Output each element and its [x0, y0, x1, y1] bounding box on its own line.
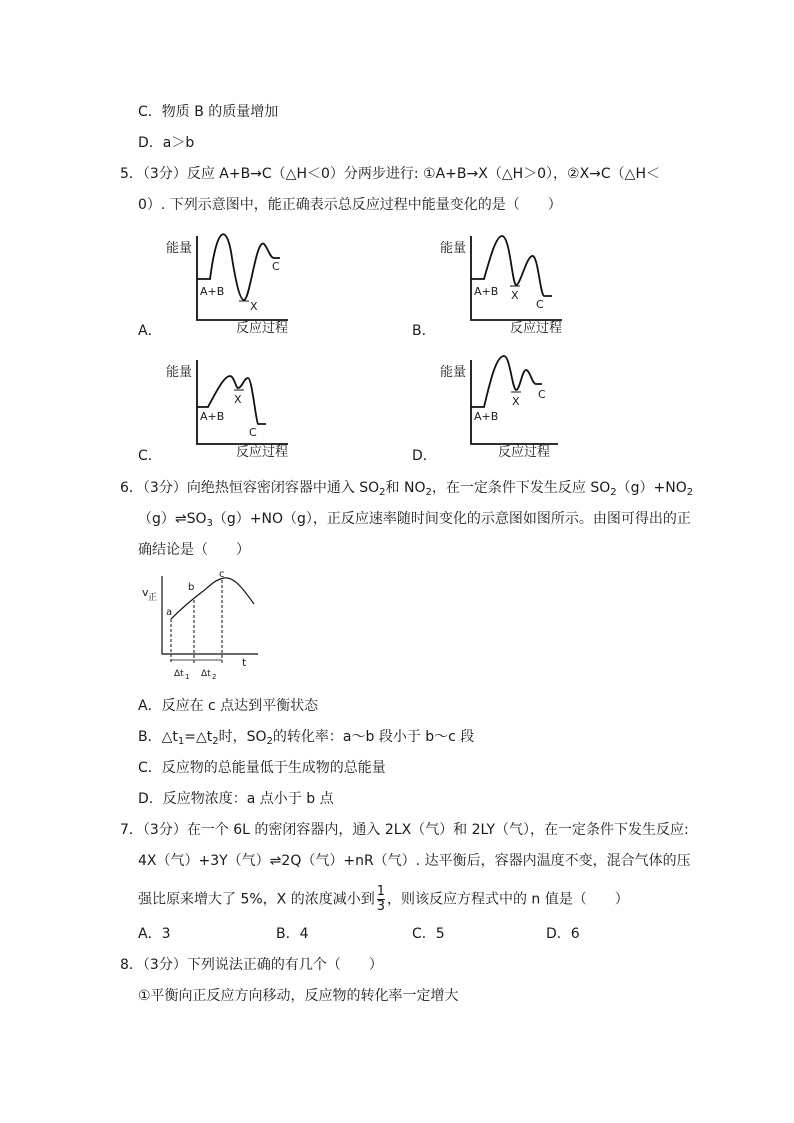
- q7-option-c: C．5: [412, 926, 445, 942]
- q6-stem-line3: 确结论是（ ）: [138, 542, 250, 558]
- xlabel: 反应过程: [236, 445, 289, 460]
- label-x: X: [250, 300, 258, 313]
- label-c: C: [249, 426, 257, 439]
- x-axis-label-t: t: [242, 656, 247, 669]
- y-axis-label-v: v: [142, 586, 149, 599]
- axes: [162, 576, 258, 654]
- q5-diagram-d: [434, 352, 574, 464]
- prev-option-d: D．a＞b: [138, 135, 195, 151]
- q6-stem-line2: $(g)\rightleftharpoons SO_3(g)+NO(g)$，正反应速率随时间变化的示意图如图所示。由图可得出的正: [138, 511, 691, 529]
- q5-diagram-a: [160, 228, 300, 340]
- xlabel: 反应过程: [236, 321, 289, 336]
- q5-option-d: D．: [412, 448, 437, 464]
- q5-option-b: B．: [412, 323, 436, 339]
- q5-option-a: A．: [138, 323, 162, 339]
- q8-item-1: ①平衡向正反应方向移动，反应物的转化率一定增大: [138, 988, 459, 1004]
- q6-option-c: C．反应物的总能量低于生成物的总能量: [138, 760, 386, 776]
- q6-option-b: B．$\triangle t_1=\triangle t_2$时，$SO_2$的转化率：a～b 段小于 b～c 段: [138, 729, 475, 747]
- dt1-sub: 1: [185, 673, 190, 681]
- q7-stem-line1: 7．（3分）在一个 6L 的密闭容器内，通入 2LX（气）和 2LY（气），在一定条件下发生反应:: [120, 822, 689, 838]
- label-ab: A+B: [200, 410, 225, 423]
- q6-rate-graph: [138, 568, 268, 683]
- ylabel: 能量: [440, 365, 467, 380]
- xlabel: 反应过程: [498, 445, 551, 460]
- q6-option-a: A．反应在 c 点达到平衡状态: [138, 698, 319, 714]
- y-axis-label-zheng: 正: [148, 593, 158, 603]
- q7-option-a: A．3: [138, 926, 171, 942]
- q5-stem-line2: 0）. 下列示意图中，能正确表示总反应过程中能量变化的是（ ）: [138, 197, 562, 213]
- q7-option-d: D．6: [546, 926, 580, 942]
- label-x: X: [234, 393, 242, 406]
- q6-option-d: D．反应物浓度：a 点小于 b 点: [138, 791, 334, 807]
- q8-stem: 8．（3分）下列说法正确的有几个（ ）: [120, 957, 383, 973]
- point-a: a: [166, 607, 173, 618]
- energy-curve: [471, 356, 542, 407]
- dt2-sub: 2: [212, 673, 217, 681]
- ylabel: 能量: [440, 241, 467, 256]
- label-ab: A+B: [200, 285, 225, 298]
- label-ab: A+B: [474, 410, 499, 423]
- label-c: C: [272, 260, 280, 273]
- fraction-one-third: $\frac{1}{3}$: [376, 884, 385, 914]
- q5-diagram-b: [434, 228, 574, 340]
- label-x: X: [511, 289, 519, 302]
- q7-stem-line2: 4X（气）+3Y（气）⇌2Q（气）+nR（气）. 达平衡后，容器内温度不变，混合气体的压: [138, 853, 691, 869]
- point-c: c: [219, 569, 225, 580]
- prev-option-c: C．物质 B 的质量增加: [138, 104, 279, 120]
- dt1-label: Δt: [174, 669, 184, 679]
- q7-option-b: B．4: [276, 926, 309, 942]
- ylabel: 能量: [166, 365, 193, 380]
- q5-diagram-c: [160, 352, 300, 464]
- q7-stem-line3: 强比原来增大了 5%，X 的浓度减小到 $\frac{1}{3}$ ，则该反应方程式中的 n 值是（ ）: [138, 884, 629, 914]
- ylabel: 能量: [166, 241, 193, 256]
- rate-curve: [171, 578, 254, 619]
- dt2-label: Δt: [201, 669, 211, 679]
- q5-option-c: C．: [138, 448, 162, 464]
- xlabel: 反应过程: [510, 321, 563, 336]
- label-c: C: [536, 298, 544, 311]
- label-c: C: [538, 388, 546, 401]
- label-x: X: [512, 395, 520, 408]
- label-ab: A+B: [474, 285, 499, 298]
- q5-stem-line1: 5．（3分）反应 A+B→C（△H＜0）分两步进行: ①A+B→X（△H＞0），②X→C（△H＜: [120, 166, 660, 182]
- point-b: b: [188, 582, 195, 593]
- q6-stem-line1: 6．（3分）向绝热恒容密闭容器中通入 $SO_2$和 $NO_2$，在一定条件下发生反应 $SO_2(g)+NO_2$: [120, 480, 694, 498]
